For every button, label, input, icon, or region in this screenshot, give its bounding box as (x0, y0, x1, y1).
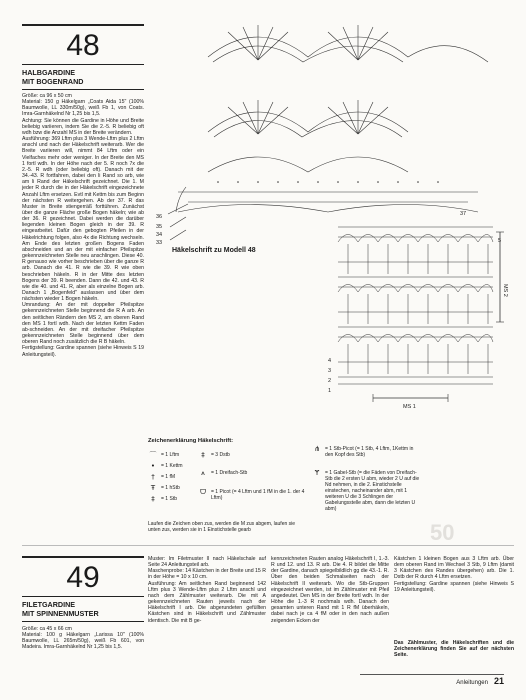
model-49-number: 49 (22, 556, 144, 596)
legend-title: Zeichenerklärung Häkelschrift: (148, 438, 234, 444)
slip-stitch-icon: • (150, 462, 156, 470)
crochet-diagram (148, 22, 514, 434)
model-49-col-4: Kästchen 1 kleinen Bogen aus 3 Lftm arb. Über dem oberen Rand im Wechsel 3 Stb, 9 Lftm (damit 3 Kästchen des Randes übergehen) arb. Die 1. Dstb der R durch 4 Lftm ersetzen. Fertigstellung: Gardine spannen (siehe Hinweis S 19 Anleitungsteil). (394, 556, 514, 593)
section-divider (22, 545, 514, 546)
row-label: 37 (460, 211, 467, 217)
divider (22, 89, 144, 90)
row-label: 34 (156, 232, 163, 238)
legend-note: Laufen die Zeichen oben zus, werden die M zus abgem, laufen sie unten zus, werden sie in 1 Einstichstelle gearb (148, 521, 296, 533)
paragraph: Größe: ca 96 x 50 cm (22, 93, 72, 99)
half-double-icon: Ŧ (150, 484, 156, 492)
fork-stitch-icon: Ɏ (314, 469, 320, 477)
row-label: 3 (328, 368, 332, 374)
stb-picot-icon: ⋔ (314, 445, 320, 453)
model-49-col-3: kennzeichneten Rauten analog Häkelschrift I, 1.-3. R und 12. und 13. R arb. Die 4. R bildet die Mitte der Gardine, danach spiegelbildlich gg die 43.-1. R. Über den beiden Schmalseiten nach der Häkelschrift II weiterarb. Wo die Stb-Gruppen eingezeichnet werden, ist im Zählmuster mit Pfeil angedeutet. Den MS in der Breite fortl wdh. In der Höhe die 1.-3 R nochmals wdh. Danach den gesamten unteren Rand mit 1 R fM überhäkeln, dabei nach je ca 4 fM oder in den nach außen zeigenden Ecken der (271, 556, 389, 624)
model-49-col-1: Größe: ca 45 x 66 cm Material: 100 g Häkelgarn „Larissa 10" (100% Baumwolle, LL 265m/50g), weiß Fb 601, von Madeira. Imra-Garnhäkelnd Nr 1,25 bis 1,5. (22, 626, 144, 651)
diagram-caption: Häkelschrift zu Modell 48 (172, 247, 256, 254)
footer-label: Anleitungen (456, 680, 488, 686)
treble-icon: ‡ (201, 451, 205, 459)
model-48-instructions (22, 93, 144, 525)
row-label: 1 (328, 388, 332, 394)
legend-item: ᗜ = 1 Picot (= 4 Lftm und 1 fM in die 1. der 4 Lftm) (198, 489, 308, 501)
legend-item: ⋔ = 1 Stb-Picot (= 1 Stb, 4 Lftm, 1Kettm in den Kopf des Stb) (312, 446, 420, 458)
row-label: 2 (328, 378, 332, 384)
row-label: 36 (156, 214, 163, 220)
single-crochet-icon: † (151, 473, 155, 481)
legend-item: Ŧ = 1 hStb (148, 485, 180, 491)
paragraph: Achtung: Sie können die Gardine in Höhe und Breite beliebig variieren, indem Sie die 2.-5. R beliebig oft wdh bzw die Anzahl MS in der Breite verändern. (22, 117, 144, 136)
page-number: 21 (493, 676, 504, 686)
divider (22, 64, 144, 65)
model-48-title-1: HALBGARDINE (22, 68, 76, 77)
legend-item: ‡ = 1 Stb (148, 496, 177, 502)
model-48-title-2: MIT BOGENRAND (22, 77, 84, 86)
model-49-col-2: Muster: Im Filetmuster II nach Häkelschale auf Seite 24 Anleitungsteil arb. Maschenprobe: 14 Kästchen in der Breite und 15 R in der Höhe = 10 x 10 cm. Ausführung: Am seitlichen Rand beginnend 142 Lftm plus 3 Wende-Lftm plus 2 Lftm anschl und nach dem Zählmuster weiterarb. Die mit A gekennzeichneten Rauten jeweils nach der Häkelschrift I arb. Die abgerundeten gefüllten Kästchen sind in Häkelschrift und Zählmuster identisch. Die mit B ge- (148, 556, 266, 624)
divider (22, 596, 144, 597)
chain-icon: ⌒ (149, 451, 157, 459)
legend-item: • = 1 Kettm (148, 463, 183, 469)
legend-item: ⌒ = 1 Lftm (149, 451, 180, 459)
row-label: 35 (156, 224, 163, 230)
paragraph: Fertigstellung: Gardine spannen (siehe Hinweis S 19 Anleitungsteil). (22, 345, 144, 358)
legend-item: ⩚ = 1 Dreifach-Stb (198, 470, 247, 476)
ms2-label: MS 2 (502, 284, 508, 297)
row-label: 5 (498, 238, 502, 244)
footer-rule (360, 674, 504, 675)
double-crochet-icon: ‡ (151, 495, 155, 503)
row-label: 33 (156, 240, 163, 246)
paragraph: Ausführung: 369 Lftm plus 3 Wende-Lftm plus 2 Lftm anschl und nach der Häkelschrift weiterarb. Wer die Breite variieren will, nimmt 84 Lftm oder ein Vielfaches mehr oder weniger. In der Breite den MS 1 fortl wdh. In der Höhe nach der 5. R noch 7x die 2.-5. R wdh (oder beliebig oft). Danach mit der 34.-43. R fortfahren, dabei den li Rand so arb, wie am li Rand der Häkelschrift gezeichnet. Die 1. M jeder R durch die in der Häkelschrift eingezeichnete Anzahl Lftm ersetzen. Evtl mit Kettm bis zum Beginn der nächsten R weitergehen. Ab der 37. R das Muster in Breite stiengerräß forttühren. Zunächst über die ganze Fläche große Bogen häkeln; wie ab der 36. R gezeichnet. Dabei werden die darüber liegenden kleinen Bogen gleich in der 39. R eingearbeitet. Dafür den gebogten Pfeilen in der Häkelrichtung folgen, also 4x die Richtung wechseln. Am Ende des letzten großen Bogens Faden abschneiden und an der mit einfacher Pfeilspitze gekennzeichneten Stelle neu anschlingen. Diese 40. R genauso wie vorher beschrieben über die ganze R arb. Danach die 41. R wie die 39. R wie oben beschrieben häkeln. R in der Mitte des letzten Bogens der 39. R beenden. Dann die 42. und 43. R wie die 40. und 41. R, aber als einzelne Bogen arb. Danach 1 „Bogenfeld" auslassen und über dem nächsten wieder 1 Bogen häkeln. (22, 136, 144, 303)
paragraph: Umrandung: An der mit doppelter Pfeilspitze gekennzeichneten Stelle beginnend die R A arb. An den seitlichen Rändern den MS 2, am oberen Rand den MS 1 fortl wdh. Nach der letzten Kettm Faden ab-schneiden. An der mit dreifacher Pfeilspitze gekennzeichneten Stelle beginnend über dem oberen Rand noch zusätzlich die R B häkeln. (22, 302, 144, 346)
picot-icon: ᗜ (200, 488, 206, 496)
faint-background-mark: 50 (430, 520, 455, 545)
paragraph: Material: 150 g Häkelgarn „Coats Aida 15" (100% Baumwolle, LL 330m/50g), weiß Fb 1, von Coats. Imra-Garnhäkelnd Nr 1,25 bis 1,5. (22, 99, 144, 118)
legend-item: Ɏ = 1 Gabel-Stb (= die Fäden von Dreifach-Stb die 2 ersten U abm, wieder 2 U auf die Nd nehmen, in die 2. Einstichstelle einstechen, nacheinander abm, mit 1 weiteren U die 3 Schlingen der Gabelungsstelle abm, dann die letzten U abm) (312, 470, 420, 512)
ms1-label: MS 1 (403, 404, 416, 410)
model-49-note: Das Zählmuster, die Häkelschriften und die Zeichenerklärung finden Sie auf der nächsten Seite. (394, 640, 514, 659)
divider (22, 621, 144, 622)
legend-item: ‡ = 3 Dstb (198, 452, 230, 458)
model-49-title-1: FILETGARDINE (22, 600, 76, 609)
model-48-number: 48 (22, 24, 144, 64)
row-label: 4 (328, 358, 332, 364)
legend-item: † = 1 fM (148, 474, 175, 480)
model-49-title-2: MIT SPINNENMUSTER (22, 609, 99, 618)
triple-treble-icon: ⩚ (201, 469, 205, 477)
footer (456, 676, 504, 686)
